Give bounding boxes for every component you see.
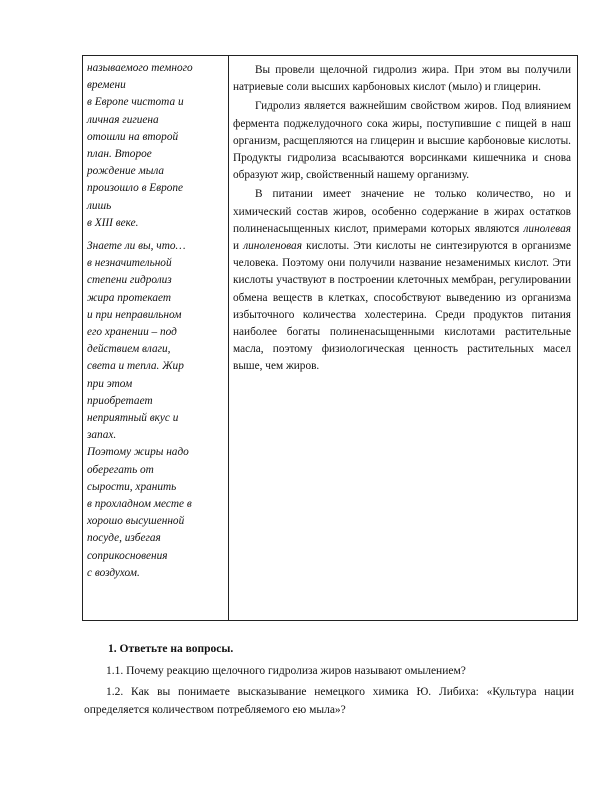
question-1-2: 1.2. Как вы понимаете высказывание немецкого химика Ю. Либиха: «Культура нации определяется количеством потребляемого ею мыла»? <box>84 686 574 716</box>
note-line: лишь <box>87 199 112 212</box>
note-line: в прохладном месте в <box>87 498 192 511</box>
note-line: отошли на второй <box>87 130 179 143</box>
note-line: в незначительной <box>87 257 172 270</box>
note-line: называемого темного <box>87 62 193 74</box>
note-line: оберегать от <box>87 463 154 476</box>
column-divider <box>228 56 229 620</box>
note-line: посуде, избегая <box>87 532 161 545</box>
text-span: кислоты. Эти кислоты не синтезируются в организме человека. Поэтому они получили название незаменимых кислот. Эти кислоты участвуют в построении клеточных мембран, регулировании обмена веществ в клетках, способствуют выведению из организма избыточного количества холестерина. Среди продуктов питания наиболее богаты полиненасыщенными кислотами растительные масла, поэтому физиологическая ценность растительных масел выше, чем жиров. <box>233 240 572 373</box>
note-line: рождение мыла <box>87 165 165 178</box>
note-line: времени <box>87 79 126 92</box>
note-line: его хранении – под <box>87 326 177 339</box>
main-text <box>233 62 571 378</box>
note-line: план. Второе <box>87 148 152 161</box>
content-table <box>82 55 578 621</box>
note-line: произошло в Европе <box>87 182 184 195</box>
linolenic-acid-term: линоленовая <box>243 240 302 253</box>
note-line: хорошо высушенной <box>87 515 185 528</box>
note-line: степени гидролиз <box>87 274 172 287</box>
paragraph-nutrition <box>233 186 571 375</box>
note-line: действием влаги, <box>87 343 171 356</box>
note-line: с воздухом. <box>87 566 140 579</box>
did-you-know-note <box>87 238 225 582</box>
note-line: запах. <box>87 429 117 442</box>
note-line: и при неправильном <box>87 308 182 321</box>
paragraph-hydrolysis-result: Вы провели щелочной гидролиз жира. При этом вы получили натриевые соли высших карбоновых кислот (мыло) и глицерин. <box>233 64 571 94</box>
note-line: в Европе чистота и <box>87 96 184 109</box>
questions-section <box>84 640 574 722</box>
note-line: приобретает <box>87 394 153 407</box>
history-note <box>87 60 225 232</box>
note-line: Поэтому жиры надо <box>87 446 189 459</box>
note-line: в XIII веке. <box>87 216 139 229</box>
note-line: света и тепла. Жир <box>87 360 184 373</box>
note-line: жира протекает <box>87 291 172 304</box>
note-line: при этом <box>87 377 133 390</box>
note-line: соприкосновения <box>87 549 168 562</box>
question-1-1: 1.1. Почему реакцию щелочного гидролиза жиров называют омылением? <box>106 665 466 677</box>
text-span: В питании имеет значение не только количество, но и химический состав жиров, особенно содержание в жирах остатков полиненасыщенных кислот, примерами которых являются <box>233 188 571 235</box>
note-line: личная гигиена <box>87 113 159 126</box>
note-line: Знаете ли вы, что… <box>87 240 186 253</box>
note-line: сырости, хранить <box>87 480 177 493</box>
linoleic-acid-term: линолевая <box>523 222 571 235</box>
note-line: неприятный вкус и <box>87 412 179 425</box>
text-span: и <box>233 240 244 253</box>
sidebar-notes <box>87 60 225 582</box>
questions-heading: 1. Ответьте на вопросы. <box>108 643 234 655</box>
paragraph-hydrolysis-property: Гидролиз является важнейшим свойством жиров. Под влиянием фермента поджелудочного сока жиры, поступившие с пищей в наш организм, расщепляются на глицерин и высшие карбоновые кислоты. Продукты гидролиза всасываются ворсинками кишечника и снова образуют жир, свойственный нашему организму. <box>233 100 571 182</box>
